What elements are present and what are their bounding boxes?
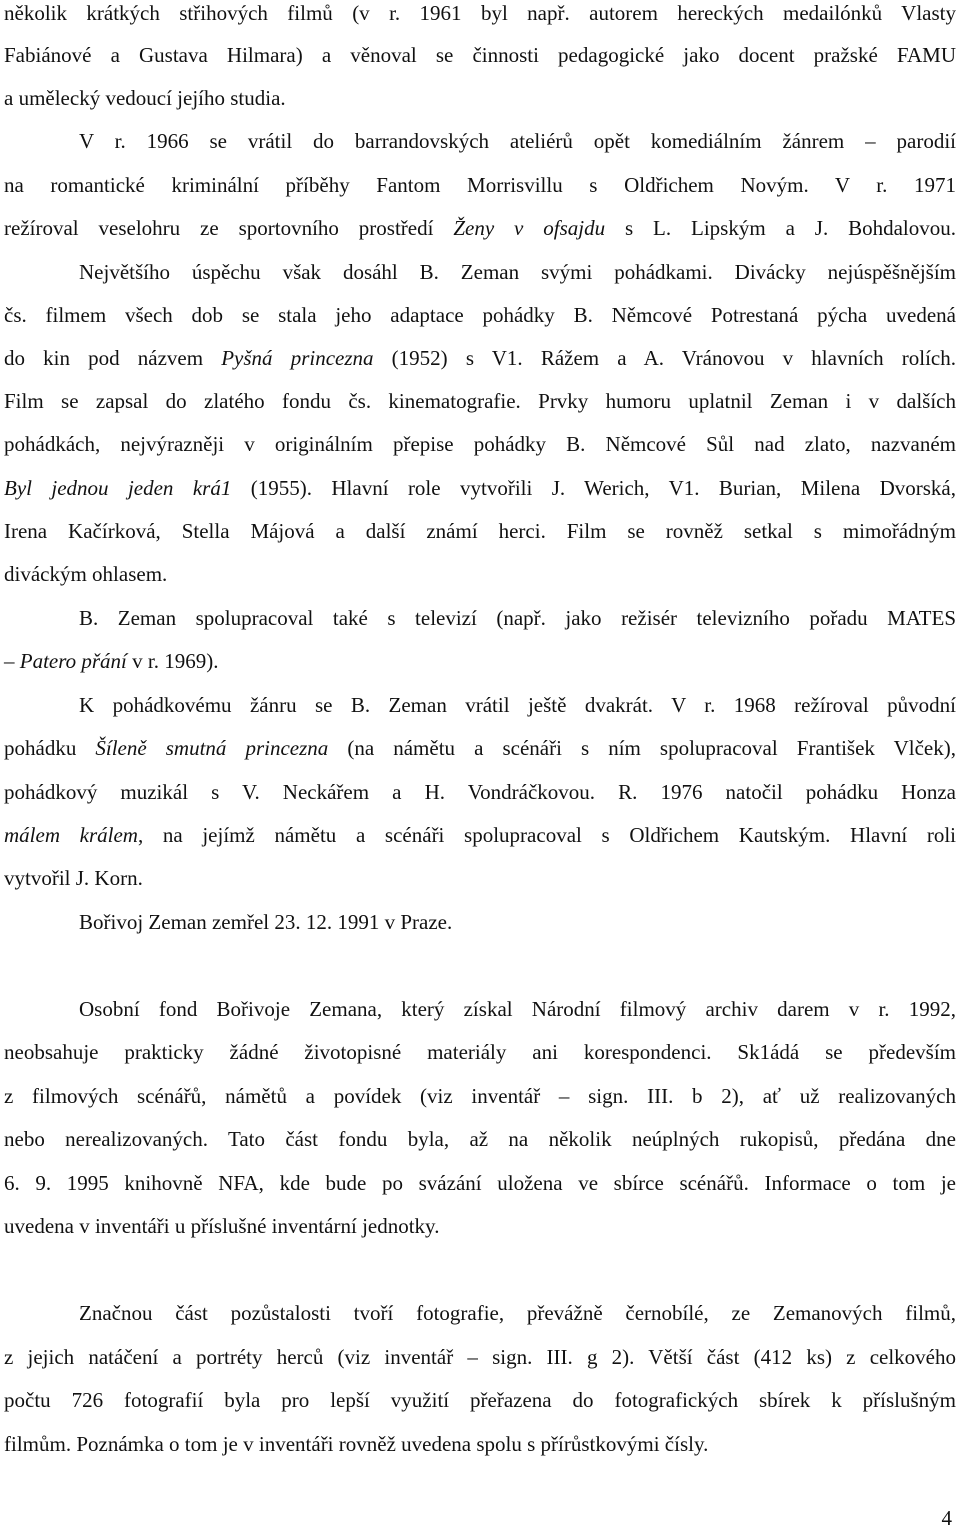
text-segment: (1952) s V1. Rážem a A. Vránovou v hlavních rolích. (373, 346, 956, 370)
text-line (4, 648, 218, 674)
text-line (4, 1344, 956, 1370)
text-line (4, 0, 956, 26)
text-line (4, 1126, 956, 1152)
text-line (4, 172, 956, 198)
text-line (4, 42, 956, 68)
text-segment: Největšího úspěchu však dosáhl B. Zeman svými pohádkami. Divácky nejúspěšnějším (79, 260, 956, 284)
film-title: Pyšná princezna (221, 346, 374, 370)
text-segment: uvedena v inventáři u příslušné inventární jednotky. (4, 1214, 440, 1238)
paragraph-first-line (79, 692, 956, 718)
text-line (4, 85, 286, 111)
text-segment: několik krátkých střihových filmů (v r. 1961 byl např. autorem hereckých medailónků Vlasty (4, 1, 956, 25)
paragraph-first-line (79, 605, 956, 631)
film-title: málem králem (4, 823, 138, 847)
text-line (4, 302, 956, 328)
text-segment: vytvořil J. Korn. (4, 866, 143, 890)
text-segment: (1955). Hlavní role vytvořili J. Werich, V1. Burian, Milena Dvorská, (231, 476, 956, 500)
text-segment: – (4, 649, 20, 673)
text-segment: Bořivoj Zeman zemřel 23. 12. 1991 v Praze. (79, 910, 453, 934)
text-segment: 6. 9. 1995 knihovně NFA, kde bude po svázání uložena ve sbírce scénářů. Informace o tom je (4, 1171, 956, 1195)
text-segment: z filmových scénářů, námětů a povídek (viz inventář – sign. III. b 2), ať už realizovaných (4, 1084, 956, 1108)
text-line (4, 561, 167, 587)
text-segment: čs. filmem všech dob se stala jeho adaptace pohádky B. Němcové Potrestaná pýcha uvedená (4, 303, 956, 327)
text-segment: B. Zeman spolupracoval také s televizí (např. jako režisér televizního pořadu MATES (79, 606, 956, 630)
text-segment: s L. Lipským a J. Bohdalovou. (605, 216, 956, 240)
text-segment: (na námětu a scénáři s ním spolupracoval František Vlček), (328, 736, 956, 760)
text-line (4, 1083, 956, 1109)
text-segment: diváckým ohlasem. (4, 562, 168, 586)
program-title: Patero přání (19, 649, 127, 673)
paragraph-first-line (79, 1300, 956, 1326)
text-segment: z jejich natáčení a portréty herců (viz inventář – sign. III. g 2). Větší část (412 ks) z celkového (4, 1345, 956, 1369)
text-segment: Irena Kačírková, Stella Májová a další známí herci. Film se rovněž setkal s mimořádným (4, 519, 956, 543)
text-line (4, 865, 143, 891)
text-segment: neobsahuje prakticky žádné životopisné materiály ani korespondenci. Sk1ádá se především (4, 1040, 956, 1064)
film-title: Šíleně smutná princezna (95, 736, 329, 760)
text-line (4, 1039, 956, 1065)
text-line (4, 215, 956, 241)
text-line (4, 735, 956, 761)
paragraph-first-line (79, 128, 956, 154)
text-segment: Fabiánové a Gustava Hilmara) a věnoval se činnosti pedagogické jako docent pražské FAMU (4, 43, 956, 67)
text-line (4, 475, 956, 501)
paragraph-first-line (79, 259, 956, 285)
text-segment: Film se zapsal do zlatého fondu čs. kinematografie. Prvky humoru uplatnil Zeman i v dalších (4, 389, 956, 413)
text-segment: nebo nerealizovaných. Tato část fondu byla, až na několik neúplných rukopisů, předána dne (4, 1127, 956, 1151)
text-line (4, 822, 956, 848)
text-segment: pohádkový muzikál s V. Neckářem a H. Vondráčkovou. R. 1976 natočil pohádku Honza (4, 780, 956, 804)
text-segment: Osobní fond Bořivoje Zemana, který získal Národní filmový archiv darem v r. 1992, (79, 997, 956, 1021)
text-line (4, 345, 956, 371)
text-segment: režíroval veselohru ze sportovního prostředí (4, 216, 454, 240)
film-title: Byl jednou jeden krá1 (4, 476, 232, 500)
text-segment: a umělecký vedoucí jejího studia. (4, 86, 286, 110)
text-segment: K pohádkovému žánru se B. Zeman vrátil ještě dvakrát. V r. 1968 režíroval původní (79, 693, 956, 717)
text-line (4, 1387, 956, 1413)
text-line (4, 1170, 956, 1196)
film-title: Ženy v ofsajdu (453, 216, 606, 240)
text-segment: na romantické kriminální příběhy Fantom Morrisvillu s Oldřichem Novým. V r. 1971 (4, 173, 956, 197)
text-line (4, 1431, 708, 1457)
text-segment: pohádku (4, 736, 96, 760)
text-segment: pohádkách, nejvýrazněji v originálním přepise pohádky B. Němcové Sůl nad zlato, nazvaném (4, 432, 956, 456)
text-segment: filmům. Poznámka o tom je v inventáři rovněž uvedena spolu s přírůstkovými čísly. (4, 1432, 709, 1456)
text-segment: V r. 1966 se vrátil do barrandovských ateliérů opět komediálním žánrem – parodií (79, 129, 956, 153)
text-segment: Značnou část pozůstalosti tvoří fotografie, převážně černobílé, ze Zemanových filmů, (79, 1301, 956, 1325)
text-line (4, 779, 956, 805)
text-segment: počtu 726 fotografií byla pro lepší využití přeřazena do fotografických sbírek k příslušným (4, 1388, 956, 1412)
text-segment: v r. 1969). (126, 649, 219, 673)
paragraph-first-line (79, 996, 956, 1022)
text-line (4, 388, 956, 414)
text-line (4, 1213, 439, 1239)
text-segment: , na jejímž námětu a scénáři spolupracoval s Oldřichem Kautským. Hlavní roli (137, 823, 956, 847)
text-line (4, 431, 956, 457)
text-line (4, 518, 956, 544)
text-segment: do kin pod názvem (4, 346, 222, 370)
paragraph-first-line (79, 909, 452, 935)
page-number: 4 (941, 1506, 952, 1530)
